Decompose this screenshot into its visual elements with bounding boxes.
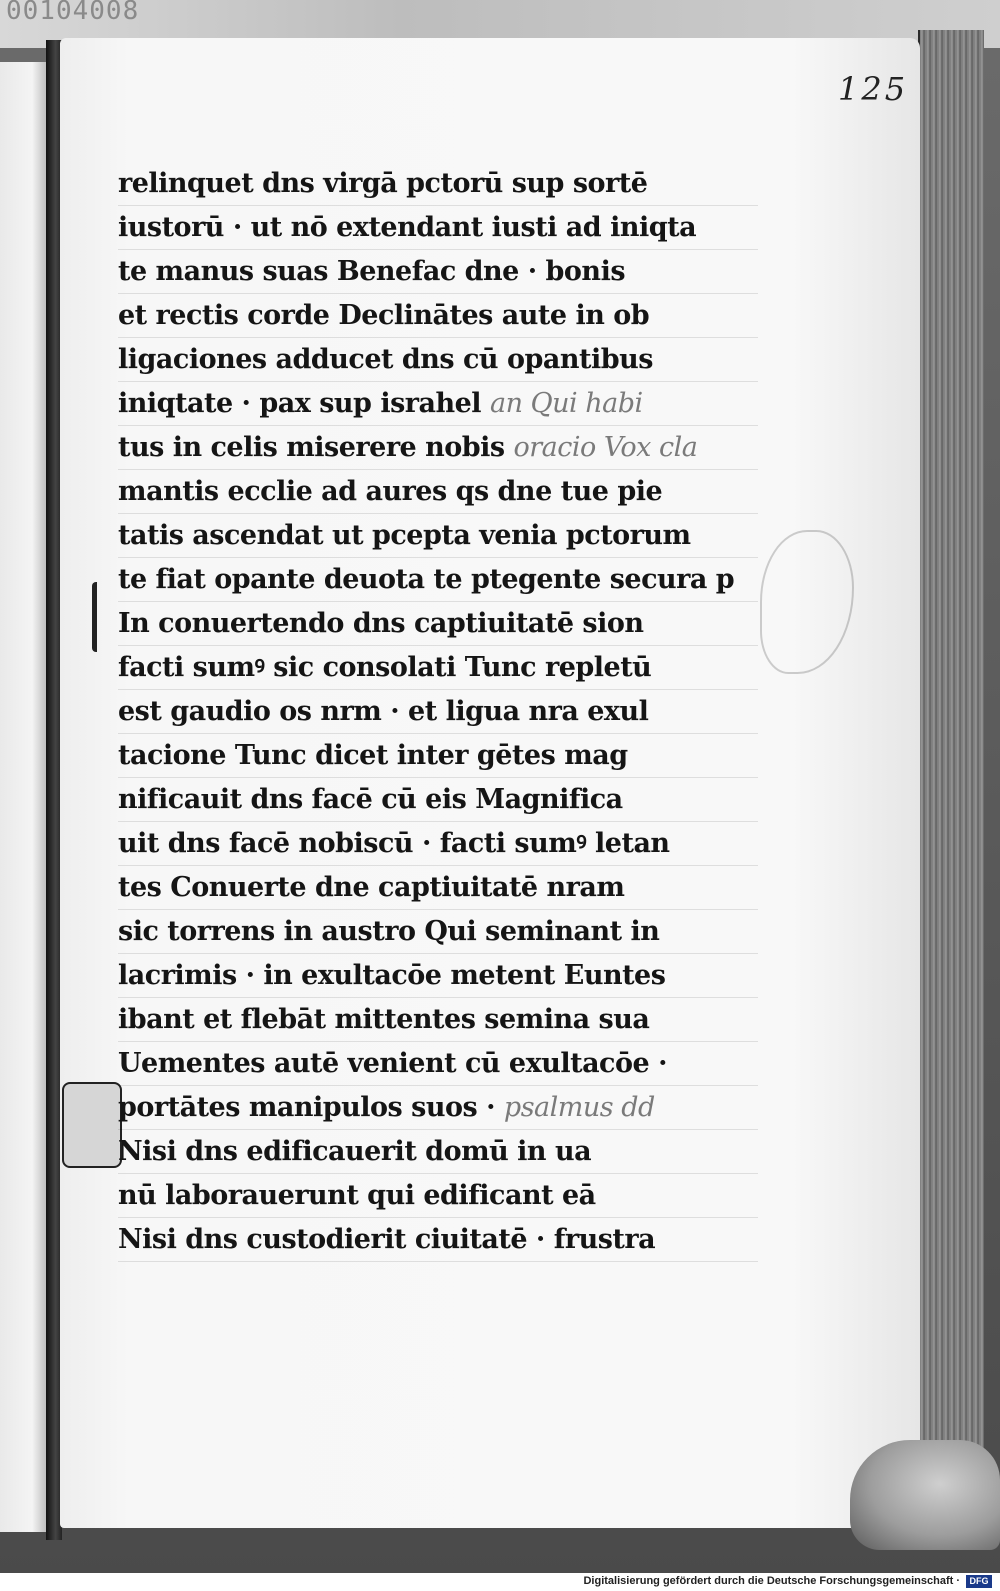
text-line: mantis ecclie ad aures qs dne tue pie bbox=[118, 470, 758, 514]
text-line: Nisi dns edificauerit domū in ua bbox=[118, 1130, 758, 1174]
folio-number: 125 bbox=[838, 70, 909, 108]
text-line: tes Conuerte dne captiuitatē nram bbox=[118, 866, 758, 910]
text-line: uit dns facē nobiscū · facti sumꝰ letan bbox=[118, 822, 758, 866]
funding-credit: Digitalisierung gefördert durch die Deutsche Forschungsgemeinschaft · bbox=[583, 1575, 960, 1587]
text-line: relinquet dns virgā pctorū sup sortē bbox=[118, 162, 758, 206]
text-line: sic torrens in austro Qui seminant in bbox=[118, 910, 758, 954]
left-page-edge bbox=[0, 62, 49, 1532]
rubric-antiphon: an Qui habi bbox=[489, 388, 643, 419]
text-line: ibant et flebāt mittentes semina sua bbox=[118, 998, 758, 1042]
text-line: ligaciones adducet dns cū opantibus bbox=[118, 338, 758, 382]
rubric-psalmus: psalmus dd bbox=[503, 1092, 655, 1123]
text-line: est gaudio os nrm · et ligua nra exul bbox=[118, 690, 758, 734]
page-stack-edge bbox=[918, 30, 984, 1530]
decorated-initial-n bbox=[62, 1082, 122, 1168]
text-line: portātes manipulos suos · psalmus dd bbox=[118, 1086, 758, 1130]
text-line: te manus suas Benefac dne · bonis bbox=[118, 250, 758, 294]
text-line: te fiat opante deuota te ptegente secura p bbox=[118, 558, 758, 602]
text-line: facti sumꝰ sic consolati Tunc repletū bbox=[118, 646, 758, 690]
text-line: Nisi dns custodierit ciuitatē · frustra bbox=[118, 1218, 758, 1262]
text-line: lacrimis · in exultacōe metent Euntes bbox=[118, 954, 758, 998]
text-line: iniqtate · pax sup israhel an Qui habi bbox=[118, 382, 758, 426]
text-line: nificauit dns facē cū eis Magnifica bbox=[118, 778, 758, 822]
manuscript-text bbox=[118, 162, 758, 1262]
text-line: tatis ascendat ut pcepta venia pctorum bbox=[118, 514, 758, 558]
text-line: Uementes autē venient cū exultacōe · bbox=[118, 1042, 758, 1086]
text-line: In conuertendo dns captiuitatē sion bbox=[118, 602, 758, 646]
archive-id: 00104008 bbox=[6, 0, 140, 26]
text-line: et rectis corde Declinātes aute in ob bbox=[118, 294, 758, 338]
dfg-logo: DFG bbox=[966, 1575, 992, 1588]
text-line: tacione Tunc dicet inter gētes mag bbox=[118, 734, 758, 778]
rubric-oracio: oracio Vox cla bbox=[513, 432, 698, 463]
text-line: nū laborauerunt qui edificant eā bbox=[118, 1174, 758, 1218]
text-line: iustorū · ut nō extendant iusti ad iniqta bbox=[118, 206, 758, 250]
thumb-holding-page bbox=[850, 1440, 1000, 1550]
text-line: tus in celis miserere nobis oracio Vox cla bbox=[118, 426, 758, 470]
